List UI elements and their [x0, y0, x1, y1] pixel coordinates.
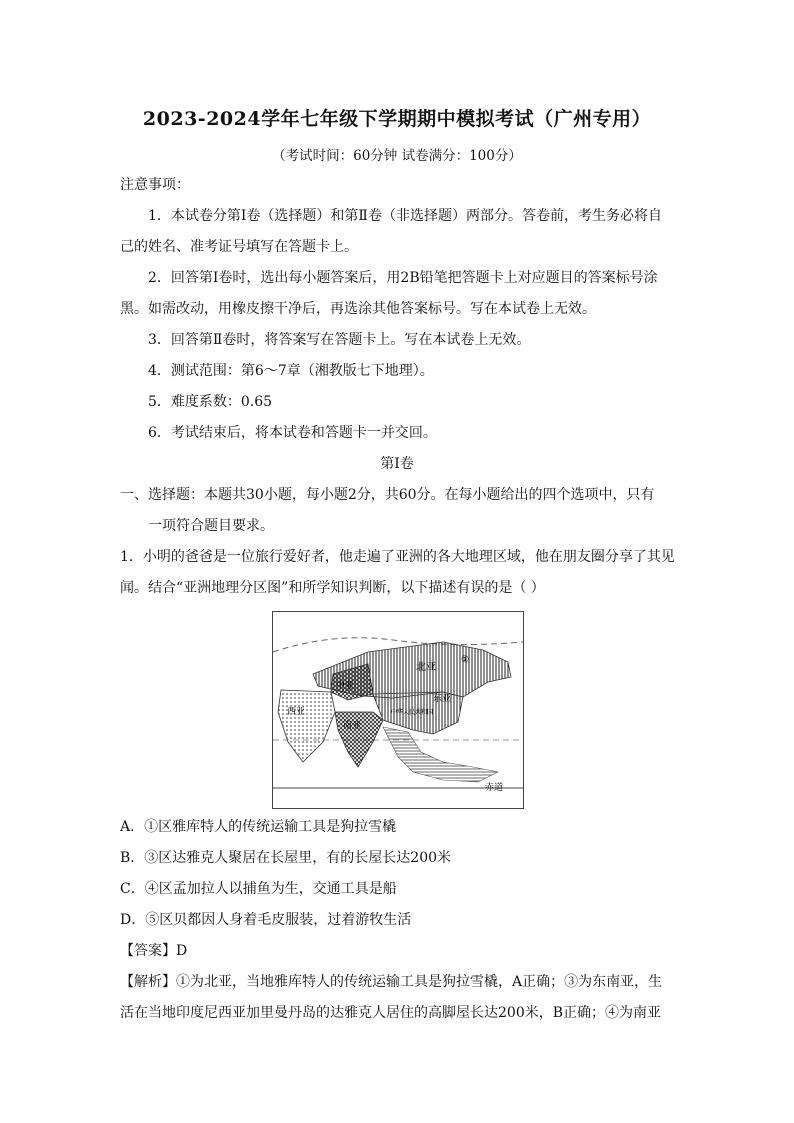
- option-b: B．③区达雅克人聚居在长屋里，有的长屋长达200米: [120, 850, 452, 866]
- exam-subtitle: （考试时间：60分钟 试卷满分：100分）: [272, 148, 522, 164]
- label-equator: 赤道: [485, 782, 504, 792]
- section-instruction: 一、选择题：本题共30小题，每小题2分，共60分。在每小题给出的四个选项中，只有: [120, 487, 655, 503]
- option-c: C．④区孟加拉人以捕鱼为生，交通工具是船: [120, 881, 397, 897]
- option-a: A．①区雅库特人的传统运输工具是狗拉雪橇: [120, 819, 397, 835]
- label-circle-1: ①: [461, 654, 470, 664]
- notice-item-4: 4．测试范围：第6～7章（湘教版七下地理）。: [148, 363, 434, 379]
- notice-heading: 注意事项：: [120, 177, 190, 193]
- notice-item-2: 2．回答第Ⅰ卷时，选出每小题答案后，用2B铅笔把答题卡上对应题目的答案标号涂: [148, 270, 658, 286]
- southeast-asia-region: [383, 727, 498, 782]
- notice-item-5: 5．难度系数：0.65: [148, 394, 273, 410]
- notice-item-6: 6．考试结束后，将本试卷和答题卡一并交回。: [148, 425, 437, 441]
- question-stem-cont: 闻。结合“亚洲地理分区图”和所学知识判断，以下描述有误的是（ ）: [120, 580, 545, 596]
- notice-item-2-cont: 黑。如需改动，用橡皮擦干净后，再选涂其他答案标号。写在本试卷上无效。: [120, 301, 596, 317]
- analysis-line-cont: 活在当地印度尼西亚加里曼丹岛的达雅克人居住的高脚屋长达200米，B正确；④为南亚: [120, 1005, 662, 1021]
- label-china: 中华人民共和国: [391, 710, 434, 716]
- section-title: 第Ⅰ卷: [380, 456, 414, 472]
- answer-line: 【答案】D: [120, 943, 188, 959]
- section-instruction-cont: 一项符合题目要求。: [148, 518, 274, 534]
- west-asia-region: [278, 690, 335, 762]
- asia-region-map: [272, 611, 524, 809]
- exam-title: 2023-2024学年七年级下学期期中模拟考试（广州专用）: [142, 108, 652, 130]
- option-d: D．⑤区贝都因人身着毛皮服装，过着游牧生活: [120, 912, 412, 928]
- map-svg: [273, 612, 523, 808]
- notice-item-1: 1．本试卷分第Ⅰ卷（选择题）和第Ⅱ卷（非选择题）两部分。答卷前，考生务必将自: [148, 208, 662, 224]
- notice-item-3: 3．回答第Ⅱ卷时，将答案写在答题卡上。写在本试卷上无效。: [148, 332, 531, 348]
- label-south-asia: 南亚: [343, 720, 362, 730]
- label-central-asia: 中亚: [336, 680, 355, 690]
- question-stem: 1．小明的爸爸是一位旅行爱好者，他走遍了亚洲的各大地理区域，他在朋友圈分享了其见: [120, 549, 675, 565]
- notice-item-1-cont: 己的姓名、准考证号填写在答题卡上。: [120, 239, 358, 255]
- label-west-asia: 西亚: [287, 706, 306, 716]
- label-east-asia: 东亚: [433, 693, 452, 703]
- analysis-line: 【解析】①为北亚，当地雅库特人的传统运输工具是狗拉雪橇，A正确；③为东南亚，生: [120, 974, 663, 990]
- label-north-asia: 北亚: [416, 662, 436, 673]
